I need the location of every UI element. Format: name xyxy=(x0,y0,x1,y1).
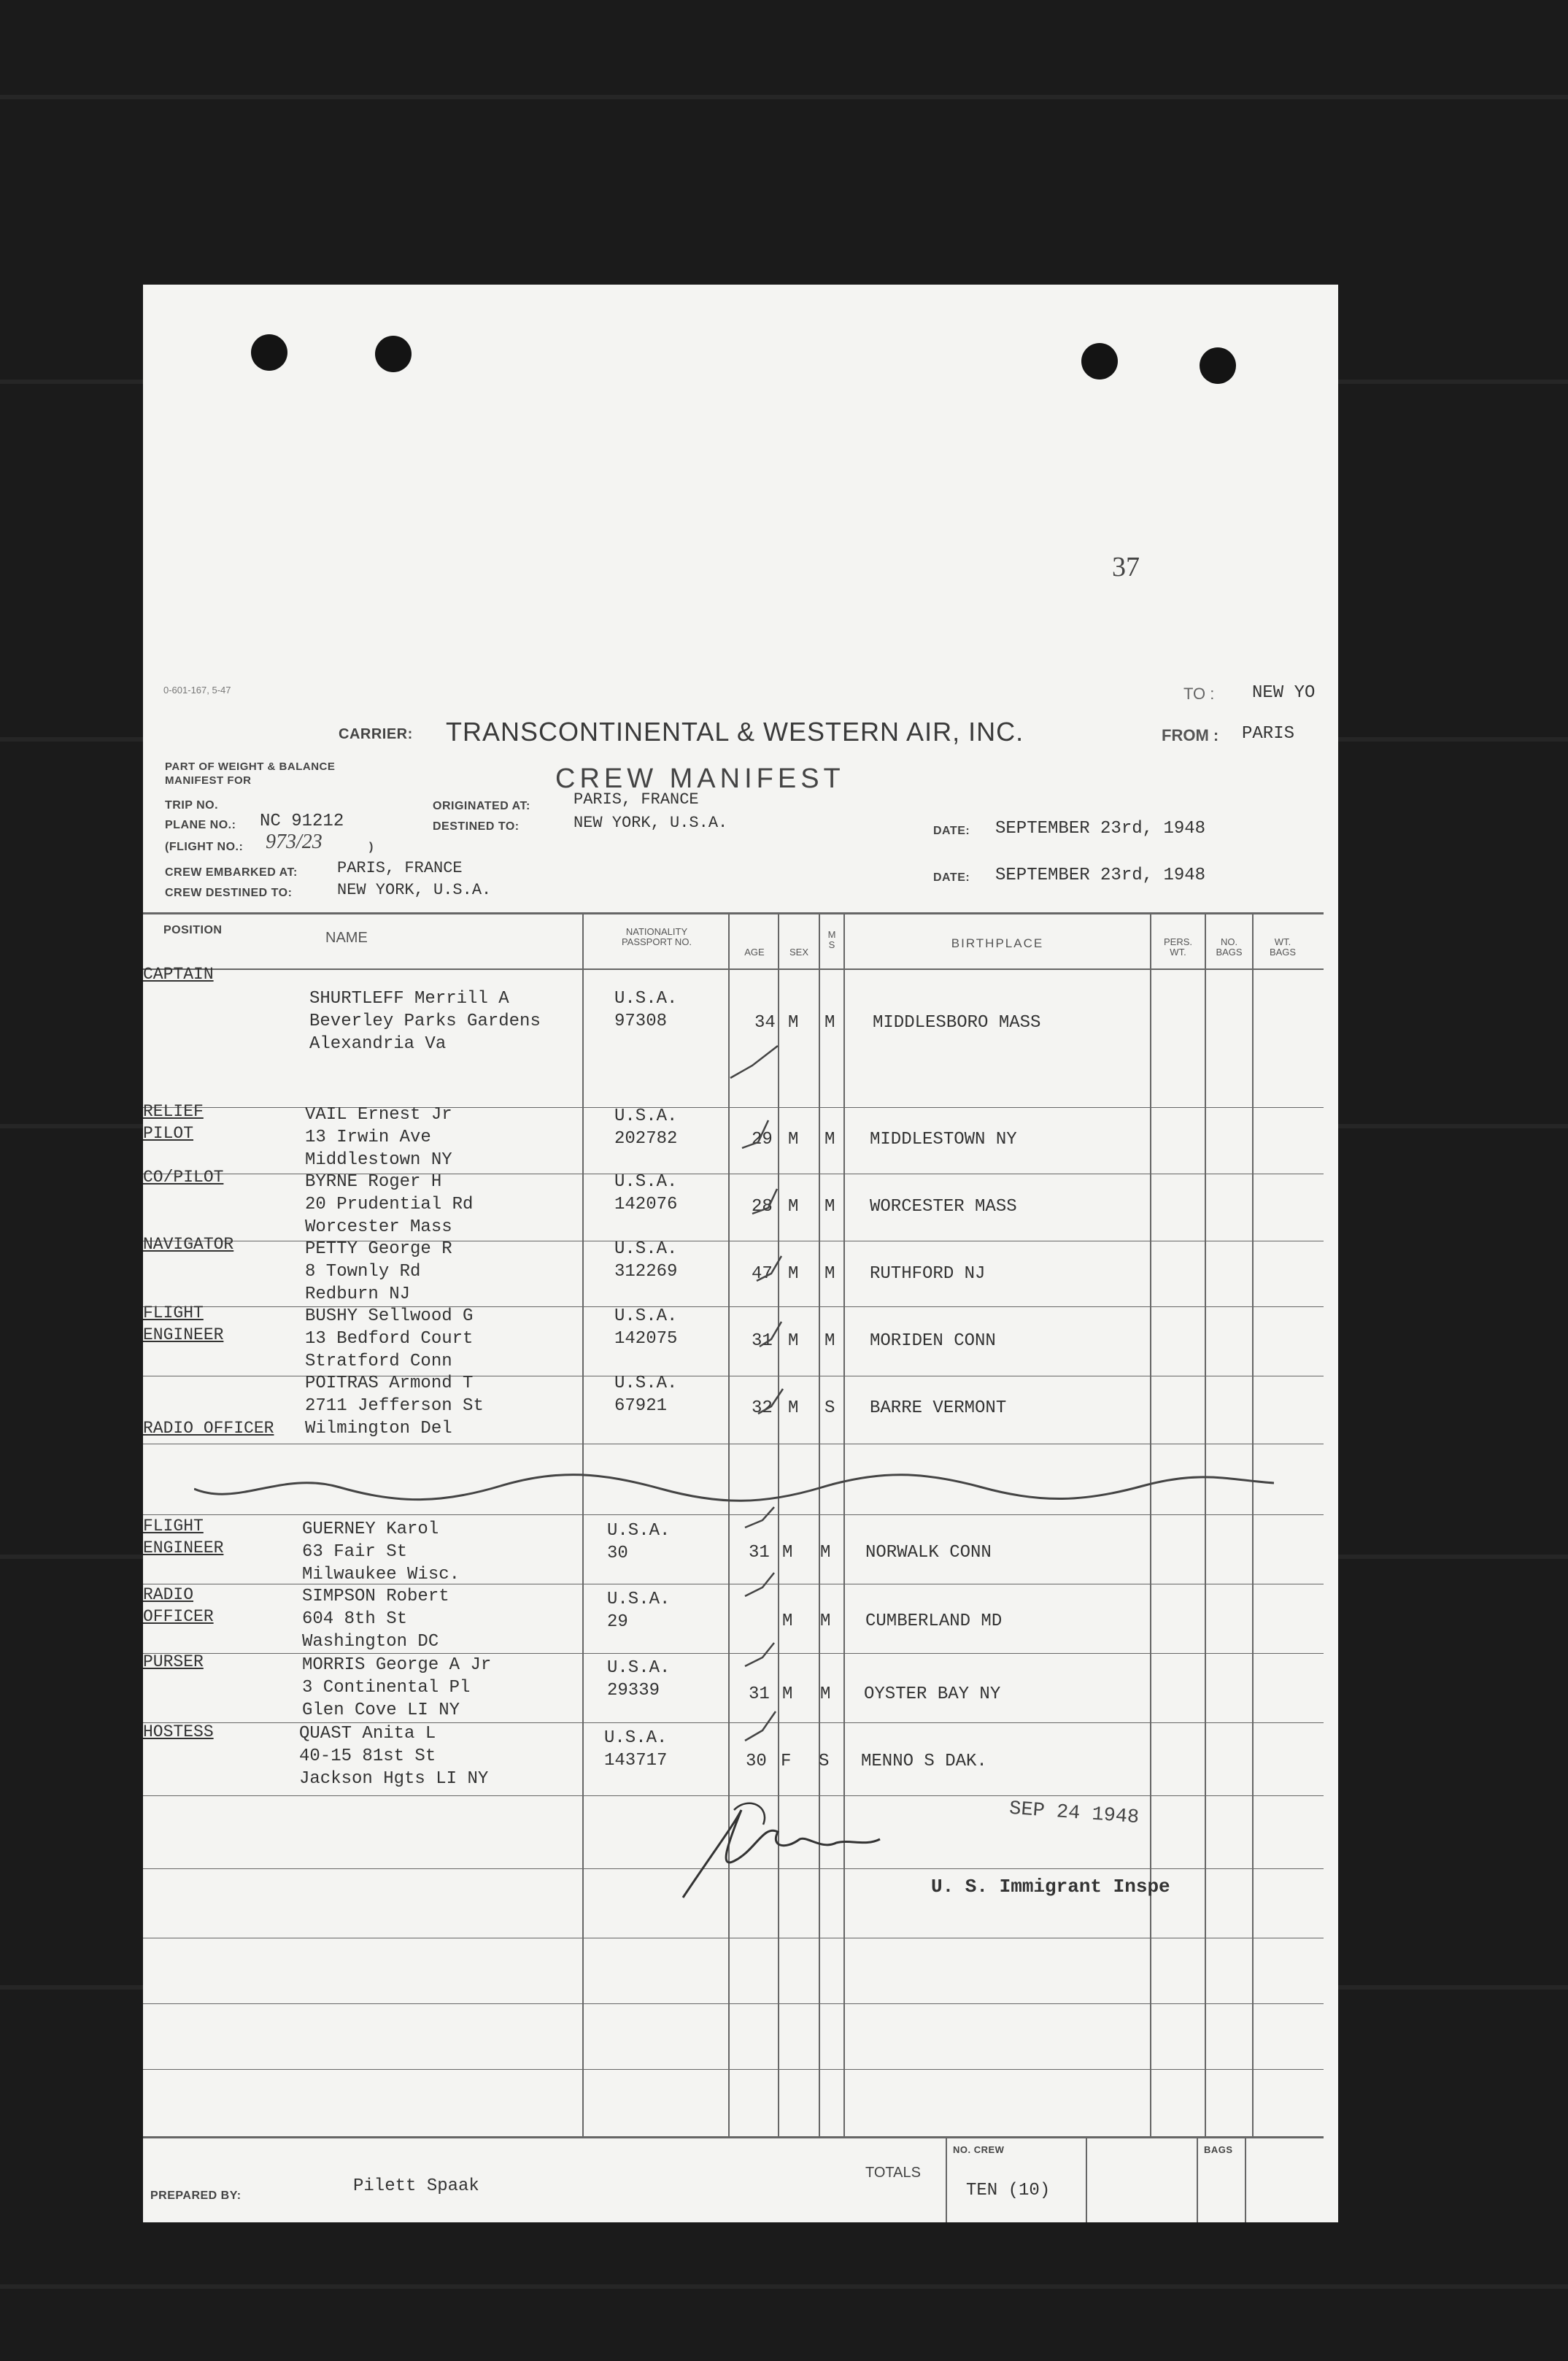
col-wt-bags-line2: BAGS xyxy=(1269,947,1297,958)
row-birthplace: WORCESTER MASS xyxy=(870,1197,1017,1217)
row-marital: M xyxy=(820,1543,831,1563)
col-nationality-line1: NATIONALITY xyxy=(625,926,688,937)
row-name-line3: Wilmington Del xyxy=(305,1419,452,1438)
row-age: 47 xyxy=(752,1264,773,1284)
row-passport: 143717 xyxy=(604,1751,668,1771)
row-birthplace: MORIDEN CONN xyxy=(870,1331,996,1351)
row-name-line1: QUAST Anita L xyxy=(299,1724,436,1744)
col-no-bags-line2: BAGS xyxy=(1216,947,1243,958)
row-name-line3: Jackson Hgts LI NY xyxy=(299,1769,489,1789)
row-nationality-value: U.S.A. xyxy=(614,1106,678,1126)
col-wt-bags xyxy=(1254,937,1312,958)
bags-label: BAGS xyxy=(1204,2144,1233,2155)
row-position xyxy=(143,1101,204,1144)
crew-embarked-label: CREW EMBARKED AT: xyxy=(165,866,298,879)
row-passport: 202782 xyxy=(614,1129,678,1149)
row-name-line3: Washington DC xyxy=(302,1632,439,1652)
row-position: NAVIGATOR xyxy=(143,1235,234,1254)
destined-label: DESTINED TO: xyxy=(433,820,520,833)
plane-no-label: PLANE NO.: xyxy=(165,819,236,831)
from-label: FROM : xyxy=(1162,726,1219,744)
inspector-title: U. S. Immigrant Inspe xyxy=(931,1876,1170,1898)
row-birthplace: MENNO S DAK. xyxy=(861,1752,987,1771)
row-name-line2: Beverley Parks Gardens xyxy=(309,1012,541,1031)
punch-hole-icon xyxy=(1081,343,1118,380)
row-nationality xyxy=(614,1105,677,1150)
row-nationality-value: U.S.A. xyxy=(614,1172,678,1192)
col-pers-wt-line1: PERS. xyxy=(1163,936,1192,947)
row-nationality xyxy=(604,1727,667,1772)
row-name xyxy=(305,1372,484,1440)
row-nationality xyxy=(614,1238,677,1283)
row-marital: S xyxy=(819,1752,830,1771)
row-sex: M xyxy=(788,1013,799,1033)
row-birthplace: OYSTER BAY NY xyxy=(864,1684,1001,1704)
row-nationality xyxy=(607,1520,670,1565)
row-marital: M xyxy=(824,1331,835,1351)
manifest-page xyxy=(143,285,1338,2222)
row-marital: M xyxy=(824,1013,835,1033)
row-marital: M xyxy=(820,1611,831,1631)
row-birthplace: NORWALK CONN xyxy=(865,1543,992,1563)
row-name xyxy=(299,1722,488,1790)
row-position xyxy=(143,1515,223,1559)
row-nationality xyxy=(607,1588,670,1633)
col-wt-bags-line1: WT. xyxy=(1274,936,1291,947)
originated-label: ORIGINATED AT: xyxy=(433,800,530,812)
row-passport: 142075 xyxy=(614,1329,678,1349)
page-title: CREW MANIFEST xyxy=(555,763,845,794)
crew-embarked-value: PARIS, FRANCE xyxy=(337,859,463,877)
row-name-line2: 63 Fair St xyxy=(302,1542,408,1562)
row-position-line1: FLIGHT xyxy=(143,1517,204,1536)
no-crew-label: NO. CREW xyxy=(953,2144,1005,2155)
row-position xyxy=(143,1584,214,1628)
manifest-note-line1: PART OF WEIGHT & BALANCE xyxy=(165,760,336,773)
row-nationality-value: U.S.A. xyxy=(614,989,678,1009)
row-position: CAPTAIN xyxy=(143,965,214,984)
row-nationality xyxy=(614,1305,677,1350)
row-name-line1: BUSHY Sellwood G xyxy=(305,1306,474,1326)
date2-value: SEPTEMBER 23rd, 1948 xyxy=(995,866,1206,885)
col-pers-wt xyxy=(1151,937,1205,958)
flight-no-close: ) xyxy=(369,841,374,853)
flight-no: 973/23 xyxy=(266,831,323,853)
row-nationality xyxy=(614,1171,677,1216)
row-age: 34 xyxy=(754,1013,776,1033)
row-name-line3: Stratford Conn xyxy=(305,1352,452,1371)
row-nationality-value: U.S.A. xyxy=(607,1521,671,1541)
row-name-line3: Milwaukee Wisc. xyxy=(302,1565,460,1584)
row-name xyxy=(305,1171,473,1239)
row-name-line1: SHURTLEFF Merrill A xyxy=(309,989,509,1009)
row-marital: M xyxy=(824,1197,835,1217)
row-name-line3: Worcester Mass xyxy=(305,1217,452,1237)
table-top-rule xyxy=(143,912,1324,914)
row-position-line2: OFFICER xyxy=(143,1607,214,1626)
row-position-line1: FLIGHT xyxy=(143,1303,204,1322)
crew-destined-label: CREW DESTINED TO: xyxy=(165,887,293,899)
row-name-line3: Alexandria Va xyxy=(309,1034,447,1054)
row-name xyxy=(305,1238,452,1306)
col-no-bags xyxy=(1206,937,1252,958)
row-nationality-value: U.S.A. xyxy=(607,1658,671,1678)
destined-value: NEW YORK, U.S.A. xyxy=(573,814,728,832)
row-name xyxy=(305,1104,452,1171)
row-nationality-value: U.S.A. xyxy=(604,1728,668,1748)
col-marital-line1: M xyxy=(827,929,836,940)
row-name-line3: Glen Cove LI NY xyxy=(302,1701,460,1720)
row-position-line2: ENGINEER xyxy=(143,1538,224,1557)
date-label: DATE: xyxy=(933,825,970,837)
date2-label: DATE: xyxy=(933,871,970,884)
row-age: 30 xyxy=(746,1752,767,1771)
punch-hole-icon xyxy=(251,334,287,371)
footer-divider xyxy=(1197,2136,1198,2222)
row-age: 31 xyxy=(752,1331,773,1351)
col-sex: SEX xyxy=(789,947,808,958)
crew-destined-value: NEW YORK, U.S.A. xyxy=(337,881,492,899)
col-birthplace: BIRTHPLACE xyxy=(951,936,1044,950)
row-sex: M xyxy=(788,1130,799,1149)
col-nationality-line2: PASSPORT NO. xyxy=(621,936,692,947)
row-passport: 142076 xyxy=(614,1195,678,1214)
row-age: 28 xyxy=(752,1197,773,1217)
row-rule xyxy=(143,2069,1324,2070)
row-name-line2: 604 8th St xyxy=(302,1609,408,1629)
col-name: NAME xyxy=(325,930,368,946)
row-position: CO/PILOT xyxy=(143,1168,224,1187)
col-position: POSITION xyxy=(163,924,223,936)
row-name-line2: 20 Prudential Rd xyxy=(305,1195,474,1214)
row-sex: M xyxy=(788,1264,799,1284)
row-name-line1: VAIL Ernest Jr xyxy=(305,1105,452,1125)
row-age: 31 xyxy=(749,1543,770,1563)
row-name-line2: 13 Irwin Ave xyxy=(305,1128,431,1147)
col-divider xyxy=(1150,912,1151,2136)
footer-divider xyxy=(1086,2136,1087,2222)
form-number: 0-601-167, 5-47 xyxy=(163,685,231,696)
originated-value: PARIS, FRANCE xyxy=(573,790,699,809)
row-name-line1: GUERNEY Karol xyxy=(302,1520,439,1539)
row-name-line1: SIMPSON Robert xyxy=(302,1587,449,1606)
row-sex: F xyxy=(781,1752,792,1771)
table-bottom-rule xyxy=(143,2136,1324,2138)
row-marital: M xyxy=(820,1684,831,1704)
row-sex: M xyxy=(788,1398,799,1418)
col-marital-line2: S xyxy=(828,939,835,950)
row-sex: M xyxy=(788,1331,799,1351)
row-birthplace: MIDDLESBORO MASS xyxy=(873,1013,1041,1033)
footer-divider xyxy=(946,2136,947,2222)
row-position-line1: RELIEF xyxy=(143,1102,204,1121)
row-name-line1: POITRAS Armond T xyxy=(305,1374,474,1393)
row-nationality-value: U.S.A. xyxy=(614,1374,678,1393)
check-marks xyxy=(723,1033,854,1806)
row-position-line1: RADIO xyxy=(143,1585,194,1604)
row-nationality-value: U.S.A. xyxy=(614,1306,678,1326)
col-divider xyxy=(1252,912,1254,2136)
to-value: NEW YO xyxy=(1252,683,1316,703)
row-birthplace: MIDDLESTOWN NY xyxy=(870,1130,1017,1149)
row-age: 31 xyxy=(749,1684,770,1704)
totals-label: TOTALS xyxy=(865,2165,921,2181)
row-nationality xyxy=(607,1657,670,1702)
row-nationality-value: U.S.A. xyxy=(614,1239,678,1259)
punch-hole-icon xyxy=(1200,347,1236,384)
carrier-label: CARRIER: xyxy=(339,726,413,742)
manifest-note-line2: MANIFEST FOR xyxy=(165,774,252,787)
row-rule xyxy=(143,2003,1324,2004)
row-name-line3: Middlestown NY xyxy=(305,1150,452,1170)
no-crew-value: TEN (10) xyxy=(966,2181,1051,2200)
row-nationality xyxy=(614,1372,677,1417)
row-passport: 29339 xyxy=(607,1681,660,1701)
row-name xyxy=(309,987,541,1055)
row-passport: 312269 xyxy=(614,1262,678,1282)
plane-no: NC 91212 xyxy=(260,812,344,831)
col-age: AGE xyxy=(744,947,765,958)
row-sex: M xyxy=(788,1197,799,1217)
col-no-bags-line1: NO. xyxy=(1220,936,1238,947)
table-header-rule xyxy=(143,968,1324,970)
from-value: PARIS xyxy=(1242,724,1295,744)
row-marital: M xyxy=(824,1264,835,1284)
prepared-by-label: PREPARED BY: xyxy=(150,2189,242,2202)
col-marital xyxy=(820,930,843,950)
inspection-date-stamp: SEP 24 1948 xyxy=(1008,1798,1140,1830)
row-name-line2: 8 Townly Rd xyxy=(305,1262,421,1282)
carrier-name: TRANSCONTINENTAL & WESTERN AIR, INC. xyxy=(446,717,1024,747)
row-birthplace: RUTHFORD NJ xyxy=(870,1264,986,1284)
row-sex: M xyxy=(782,1684,793,1704)
row-position: RADIO OFFICER xyxy=(143,1419,274,1438)
row-position-line2: ENGINEER xyxy=(143,1325,224,1344)
row-age: 29 xyxy=(752,1130,773,1149)
row-name-line2: 40-15 81st St xyxy=(299,1746,436,1766)
page-number: 37 xyxy=(1112,552,1140,582)
row-name-line3: Redburn NJ xyxy=(305,1285,411,1304)
flight-no-label: (FLIGHT NO.: xyxy=(165,841,244,853)
row-marital: M xyxy=(824,1130,835,1149)
row-position-line2: PILOT xyxy=(143,1124,194,1143)
row-sex: M xyxy=(782,1543,793,1563)
row-name-line2: 2711 Jefferson St xyxy=(305,1396,484,1416)
col-divider xyxy=(1205,912,1206,2136)
row-name-line2: 13 Bedford Court xyxy=(305,1329,474,1349)
row-birthplace: BARRE VERMONT xyxy=(870,1398,1007,1418)
row-birthplace: CUMBERLAND MD xyxy=(865,1611,1003,1631)
row-name xyxy=(302,1654,491,1722)
prepared-by: Pilett Spaak xyxy=(353,2176,479,2196)
row-passport: 97308 xyxy=(614,1012,668,1031)
row-sex: M xyxy=(782,1611,793,1631)
footer-divider xyxy=(1245,2136,1246,2222)
col-pers-wt-line2: WT. xyxy=(1170,947,1186,958)
row-nationality-value: U.S.A. xyxy=(607,1590,671,1609)
row-passport: 67921 xyxy=(614,1396,668,1416)
row-name-line1: PETTY George R xyxy=(305,1239,452,1259)
col-divider xyxy=(582,912,584,2136)
row-position: HOSTESS xyxy=(143,1722,214,1741)
row-name xyxy=(302,1518,460,1586)
row-nationality xyxy=(614,987,677,1033)
row-name-line1: MORRIS George A Jr xyxy=(302,1655,492,1675)
row-name xyxy=(302,1585,449,1653)
row-name-line2: 3 Continental Pl xyxy=(302,1678,471,1698)
date-value: SEPTEMBER 23rd, 1948 xyxy=(995,819,1206,839)
punch-hole-icon xyxy=(375,336,412,372)
row-marital: S xyxy=(824,1398,835,1418)
trip-no-label: TRIP NO. xyxy=(165,799,219,812)
row-passport: 29 xyxy=(607,1612,628,1632)
row-age: 32 xyxy=(752,1398,773,1418)
row-name xyxy=(305,1305,473,1373)
col-nationality xyxy=(585,927,728,947)
row-position xyxy=(143,1302,223,1346)
row-position: PURSER xyxy=(143,1652,204,1671)
row-name-line1: BYRNE Roger H xyxy=(305,1172,442,1192)
row-passport: 30 xyxy=(607,1544,628,1563)
to-label: TO : xyxy=(1183,685,1215,703)
inspector-signature xyxy=(654,1781,902,1912)
